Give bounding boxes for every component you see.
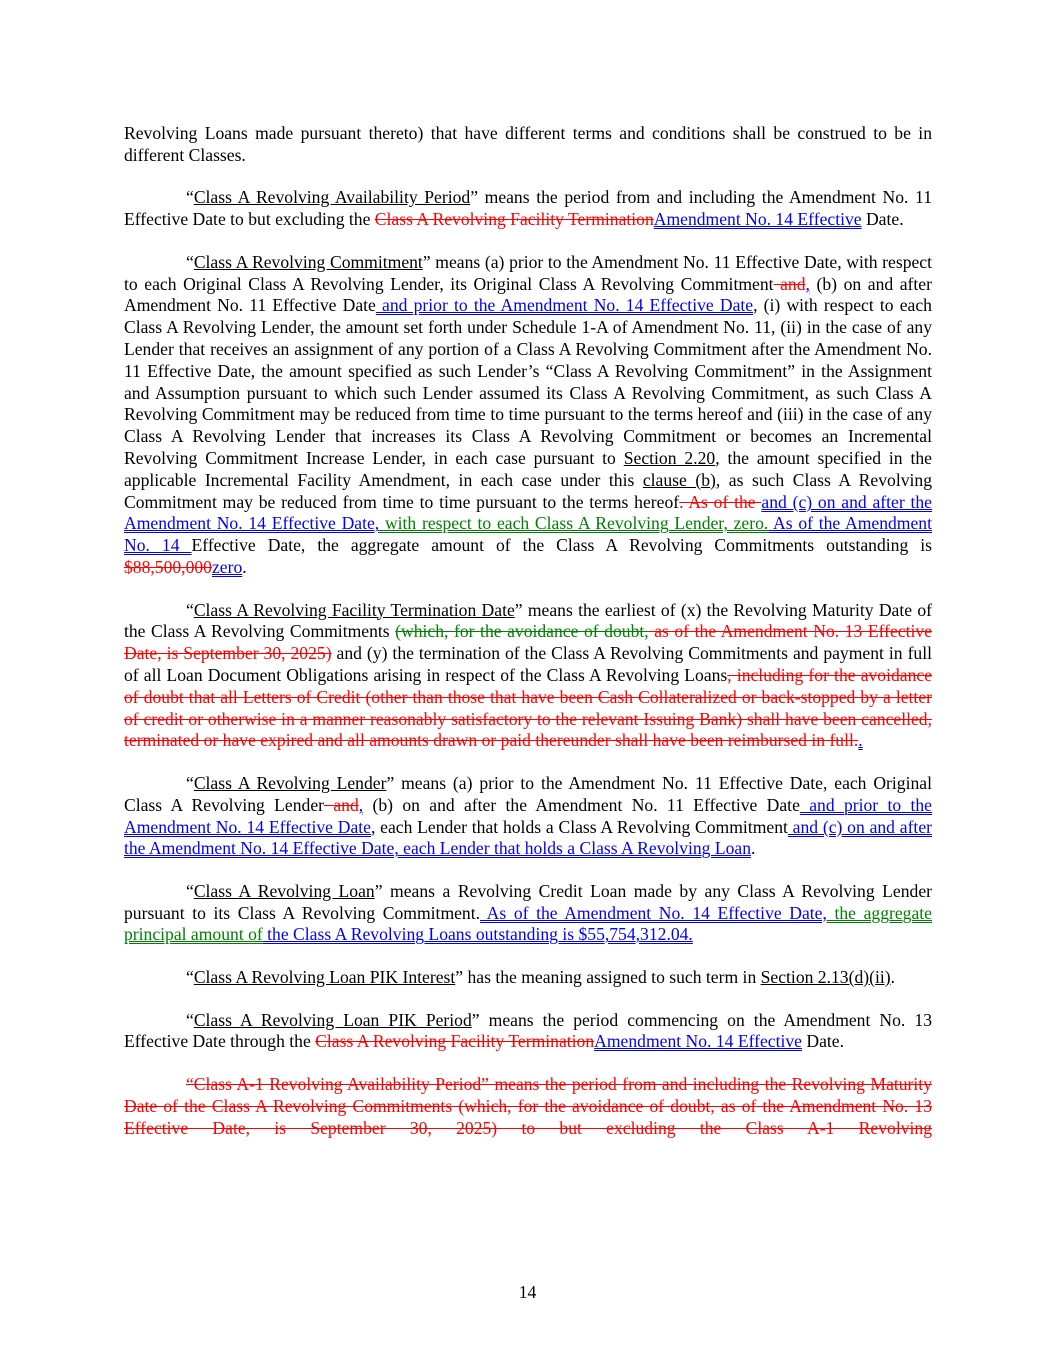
body-text: . bbox=[890, 967, 896, 988]
definition-class-a-revolving-commitment bbox=[124, 252, 932, 579]
inserted-text: , bbox=[805, 273, 810, 294]
defined-term: Class A Revolving Loan bbox=[193, 880, 375, 901]
inserted-text: Amendment No. 14 Effective bbox=[594, 1031, 802, 1052]
inserted-text: As of the Amendment No. 14 Effective Date, bbox=[480, 902, 827, 923]
definition-class-a-revolving-availability-period bbox=[124, 187, 932, 231]
body-text: (b) on and after Amendment No. 11 Effective Date bbox=[124, 273, 932, 316]
body-text: and (y) the termination of the Class A Revolving Commitments and payment in full of all Loan Document Obligations arising in respect of the Class A Revolving Loans bbox=[124, 643, 932, 685]
moved-text: with respect to each Class A Revolving Lender, zero. bbox=[379, 513, 769, 534]
body-text: Revolving Loans made pursuant thereto) that have different terms and conditions shall be construed to be in different Classes. bbox=[124, 123, 932, 165]
deleted-text: Class A Revolving Facility Termination bbox=[315, 1031, 595, 1052]
inserted-text: the Class A Revolving Loans outstanding is $55,754,312.04. bbox=[262, 924, 693, 945]
document-page bbox=[124, 123, 932, 1160]
body-text: . bbox=[242, 556, 247, 577]
body-text: Date. bbox=[801, 1031, 844, 1052]
body-text: , the amount specified in the applicable Incremental Facility Amendment, in each case under this bbox=[124, 447, 932, 490]
defined-term: Class A Revolving Lender bbox=[193, 772, 387, 793]
deleted-text: , including for the avoidance of doubt that all Letters of Credit (other than those that have been Cash Collateralized or back-stopped by a letter of credit or otherwise in a manner reasonably satisfactory to the relevant Issuing Bank) shall have been cancelled, terminated or have expired and all amounts drawn or paid thereunder shall have been reimbursed in full. bbox=[124, 664, 932, 751]
deleted-amount: $88,500,000 bbox=[124, 556, 212, 577]
page-number: 14 bbox=[518, 1282, 537, 1302]
deleted-text: and bbox=[773, 273, 806, 294]
body-text: , as such Class A Revolving Commitment may be reduced from time to time pursuant to the terms hereof bbox=[124, 469, 932, 512]
quote: “ bbox=[186, 251, 194, 272]
definition-class-a-1-revolving-availability-period-deleted bbox=[124, 1074, 932, 1139]
inserted-text: Amendment No. 14 Effective bbox=[653, 209, 862, 230]
quote: “ bbox=[186, 187, 194, 208]
definition-class-a-revolving-loan-pik-interest bbox=[124, 967, 932, 989]
section-reference: Section 2.13(d)(ii) bbox=[760, 967, 891, 988]
moved-deleted-text: (which, for the avoidance of doubt, bbox=[395, 621, 649, 642]
inserted-text: and prior to the Amendment No. 14 Effective Date bbox=[124, 794, 932, 837]
inserted-text: and (c) on and after the Amendment No. 14 Effective Date, each Lender that holds a Class A Revolving Loan bbox=[124, 816, 932, 859]
deleted-text: . As of the bbox=[679, 491, 762, 512]
body-text: ” means the period commencing on the Amendment No. 13 Effective Date through the bbox=[124, 1009, 932, 1052]
inserted-amount: zero bbox=[211, 556, 243, 577]
body-text: ” means a Revolving Credit Loan made by any Class A Revolving Lender pursuant to its Class A Revolving Commitment. bbox=[124, 880, 932, 923]
quote: “ bbox=[186, 772, 194, 793]
body-text: ” means the earliest of (x) the Revolving Maturity Date of the Class A Revolving Commitments bbox=[124, 599, 932, 642]
body-text: ” means (a) prior to the Amendment No. 11 Effective Date, each Original Class A Revolving Lender bbox=[124, 772, 932, 815]
body-text: (b) on and after the Amendment No. 11 Effective Date bbox=[363, 794, 800, 815]
body-text: . bbox=[751, 838, 756, 859]
section-reference: Section 2.20 bbox=[623, 447, 716, 468]
moved-text: the aggregate principal amount of bbox=[124, 902, 932, 945]
body-text: ” means (a) prior to the Amendment No. 11 Effective Date, with respect to each Original Class A Revolving Lender, its Original Class A Revolving Commitment bbox=[124, 251, 933, 294]
defined-term: Class A Revolving Loan PIK Interest bbox=[193, 967, 456, 988]
paragraph-continuation bbox=[124, 123, 932, 167]
defined-term: Class A Revolving Facility Termination Date bbox=[193, 599, 515, 620]
body-text: Date. bbox=[861, 209, 904, 230]
quote: “ bbox=[186, 1009, 194, 1030]
definition-class-a-revolving-facility-termination-date bbox=[124, 600, 932, 753]
deleted-text: “Class A-1 Revolving Availability Period” means the period from and including the Revolving Maturity Date of the Class A Revolving Commitments (which, for the avoidance of doubt, as of the Amendment No. 13 Effective Date, is September 30, 2025) to but excluding the Class A-1 Revolving bbox=[124, 1074, 932, 1138]
defined-term: Class A Revolving Loan PIK Period bbox=[193, 1009, 472, 1030]
deleted-text: and bbox=[324, 794, 359, 815]
defined-term: Class A Revolving Commitment bbox=[193, 251, 423, 272]
inserted-text: As of the Amendment No. 14 bbox=[124, 513, 932, 556]
definition-class-a-revolving-lender bbox=[124, 773, 932, 860]
body-text: ” means the period from and including the Amendment No. 11 Effective Date to but excluding the bbox=[124, 187, 933, 230]
deleted-text: Class A Revolving Facility Termination bbox=[374, 209, 654, 230]
body-text: Effective Date, the aggregate amount of the Class A Revolving Commitments outstanding is bbox=[191, 535, 932, 556]
definition-class-a-revolving-loan-pik-period bbox=[124, 1010, 932, 1054]
inserted-text: and prior to the Amendment No. 14 Effective Date bbox=[375, 295, 754, 316]
definition-class-a-revolving-loan bbox=[124, 881, 932, 946]
quote: “ bbox=[186, 880, 194, 901]
quote: “ bbox=[186, 599, 194, 620]
clause-reference: clause (b) bbox=[642, 469, 716, 490]
inserted-text: . bbox=[858, 730, 863, 751]
inserted-text: and (c) on and after the Amendment No. 14 Effective Date, bbox=[124, 491, 932, 534]
defined-term: Class A Revolving Availability Period bbox=[193, 187, 471, 208]
body-text: , (i) with respect to each Class A Revolving Lender, the amount set forth under Schedule 1-A of Amendment No. 11, (ii) in the case of any Lender that receives an assignment of any portion of a Class A Revolving Commitment after the Amendment No. 11 Effective Date, the amount specified as such Lender’s “Class A Revolving Commitment” in the Assignment and Assumption pursuant to which such Lender assumed its Class A Revolving Commitment, as such Class A Revolving Commitment may be reduced from time to time pursuant to the terms hereof and (iii) in the case of any Class A Revolving Lender that increases its Class A Revolving Commitment or becomes an Incremental Revolving Commitment Increase Lender, in each case pursuant to bbox=[124, 295, 932, 468]
deleted-text: as of the Amendment No. 13 Effective Date, is September 30, 2025) bbox=[124, 621, 932, 664]
quote: “ bbox=[186, 967, 194, 988]
body-text: , each Lender that holds a Class A Revolving Commitment bbox=[370, 816, 788, 837]
body-text: ” has the meaning assigned to such term in bbox=[455, 967, 761, 988]
inserted-text: , bbox=[358, 794, 364, 815]
